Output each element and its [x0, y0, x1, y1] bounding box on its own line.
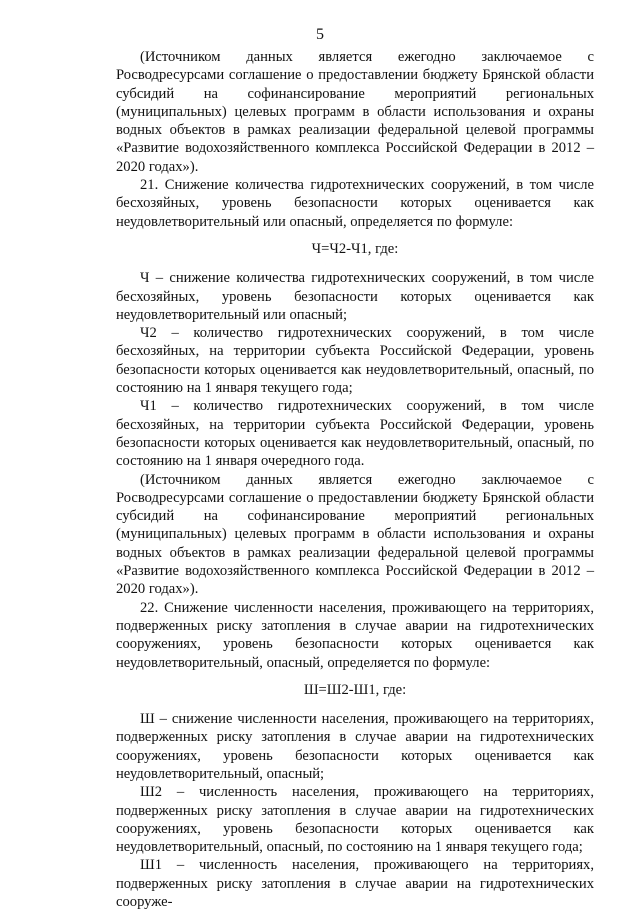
item-22-paragraph: 22. Снижение численности населения, проживающего на территориях, подверженных риску затопления в случае аварии на гидротехнических сооружениях, уровень безопасности которых оценивается как неудовлетворительный, опасный, определяется по формуле: — [116, 599, 594, 671]
source-note-paragraph: (Источником данных является ежегодно заключаемое с Росводресурсами соглашение о предоставлении бюджету Брянской области субсидий на софинансирование мероприятий региональных (муниципальных) целевых программ в области использования и охраны водных объектов в рамках реализации федеральной целевой программы «Развитие водохозяйственного комплекса Российской Федерации в 2012 – 2020 годах»). — [116, 49, 594, 175]
formula-ch: Ч=Ч2-Ч1, где: — [311, 240, 399, 257]
definition-ch: Ч – снижение количества гидротехнических сооружений, в том числе бесхозяйных, уровень безопасности которых оценивается как неудовлетворительный или опасный; — [116, 270, 594, 323]
document-body — [116, 48, 594, 911]
definition-sh: Ш – снижение численности населения, проживающего на территориях, подверженных риску затопления в случае аварии на гидротехнических сооружениях, уровень безопасности которых оценивается как неудовлетворительный, опасный; — [116, 711, 594, 782]
definition-sh2: Ш2 – численность населения, проживающего на территориях, подверженных риску затопления в случае аварии на гидротехнических сооружениях, уровень безопасности которых оценивается как неудовлетворительный, опасный, по состоянию на 1 января текущего года; — [116, 784, 594, 856]
page-number: 5 — [316, 26, 324, 43]
definition-ch1: Ч1 – количество гидротехнических сооружений, в том числе бесхозяйных, на территории субъекта Российской Федерации, уровень безопасности которых оценивается как неудовлетворительный, опасный, по состоянию на 1 января очередного года. — [116, 398, 594, 470]
formula-sh: Ш=Ш2-Ш1, где: — [303, 681, 407, 698]
definition-ch2: Ч2 – количество гидротехнических сооружений, в том числе бесхозяйных, на территории субъекта Российской Федерации, уровень безопасности которых оценивается как неудовлетворительный, опасный, по состоянию на 1 января текущего года; — [116, 325, 594, 397]
source-note-paragraph: (Источником данных является ежегодно заключаемое с Росводресурсами соглашение о предоставлении бюджету Брянской области субсидий на софинансирование мероприятий региональных (муниципальных) целевых программ в области использования и охраны водных объектов в рамках реализации федеральной целевой программы «Развитие водохозяйственного комплекса Российской Федерации в 2012 – 2020 годах»). — [116, 471, 594, 598]
definition-sh1: Ш1 – численность населения, проживающего на территориях, подверженных риску затопления в случае аварии на гидротехнических сооруже- — [116, 857, 594, 911]
item-21-paragraph: 21. Снижение количества гидротехнических сооружений, в том числе бесхозяйных, уровень безопасности которых оценивается как неудовлетворительный или опасный, определяется по формуле: — [116, 177, 594, 230]
